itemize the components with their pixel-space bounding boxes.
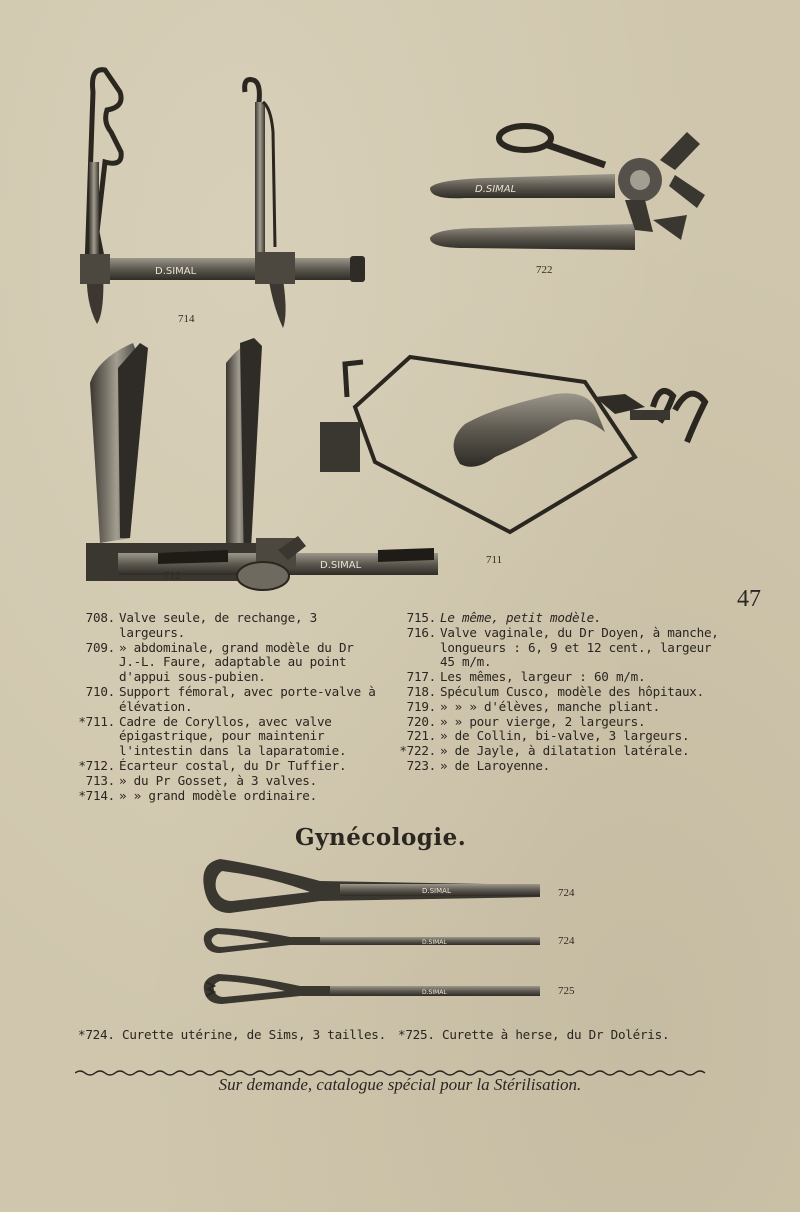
figure-725-harrow-curette xyxy=(200,970,545,1010)
figure-724-curette-small xyxy=(200,925,545,957)
list-item: 715. Le même, petit modèle. xyxy=(406,610,602,625)
list-item: 713. » du Pr Gosset, à 3 valves. xyxy=(85,772,317,788)
figure-number-722: 722 xyxy=(536,264,553,276)
figure-number-724-small: 724 xyxy=(558,935,575,947)
engraving-724-large: D.SIMAL xyxy=(422,887,451,895)
figure-number-712: 712 xyxy=(164,570,181,582)
figure-724-curette-large xyxy=(200,855,545,920)
caption-724: *724. Curette utérine, de Sims, 3 tailles. xyxy=(78,1027,386,1042)
list-item: 719. » » » d'élèves, manche pliant. xyxy=(406,698,660,714)
engraving-724-small: D.SIMAL xyxy=(422,939,447,946)
section-heading: Gynécologie. xyxy=(295,824,467,851)
list-item: 716. Valve vaginale, du Dr Doyen, à manche, longueurs : 6, 9 et 12 cent., largeur 45 m/m. xyxy=(406,624,719,670)
list-item: *714. » » grand modèle ordinaire. xyxy=(78,787,317,803)
footer-note: Sur demande, catalogue spécial pour la Stérilisation. xyxy=(218,1075,582,1094)
engraving-722: D.SIMAL xyxy=(475,184,517,195)
figure-714-retractor xyxy=(75,62,380,337)
figure-number-714: 714 xyxy=(178,313,195,325)
list-item: 723. » de Laroyenne. xyxy=(406,757,550,773)
engraving-725: D.SIMAL xyxy=(422,989,447,996)
page-number: 47 xyxy=(737,586,761,612)
list-item: 717. Les mêmes, largeur : 60 m/m. xyxy=(406,669,646,685)
list-item: *711. Cadre de Coryllos, avec valve épigastrique, pour maintenir l'intestin dans la laparatomie. xyxy=(78,713,347,759)
instrument-list-right xyxy=(391,611,721,774)
list-item: 718. Spéculum Cusco, modèle des hôpitaux. xyxy=(406,683,704,699)
figure-722-speculum xyxy=(425,120,715,275)
list-item: 720. » » pour vierge, 2 largeurs. xyxy=(406,713,646,729)
list-item: *722. » de Jayle, à dilatation latérale. xyxy=(399,743,690,759)
instrument-list-left xyxy=(70,611,382,803)
list-item: *712. Écarteur costal, du Dr Tuffier. xyxy=(78,757,347,773)
figure-711-coryllos-frame xyxy=(315,352,715,552)
figure-number-711: 711 xyxy=(486,554,503,566)
list-item: 708. Valve seule, de rechange, 3 largeurs. xyxy=(85,610,317,640)
figure-number-724-large: 724 xyxy=(558,887,575,899)
list-item: 709. » abdominale, grand modèle du Dr J.-L. Faure, adaptable au point d'appui sous-pubien. xyxy=(85,639,354,685)
list-item: 721. » de Collin, bi-valve, 3 largeurs. xyxy=(406,728,690,744)
caption-725: *725. Curette à herse, du Dr Doléris. xyxy=(398,1027,670,1042)
figure-number-725: 725 xyxy=(558,985,575,997)
list-item: 710. Support fémoral, avec porte-valve à élévation. xyxy=(85,683,376,714)
engraving-712: D.SIMAL xyxy=(320,560,362,571)
engraving-714: D.SIMAL xyxy=(155,266,197,277)
